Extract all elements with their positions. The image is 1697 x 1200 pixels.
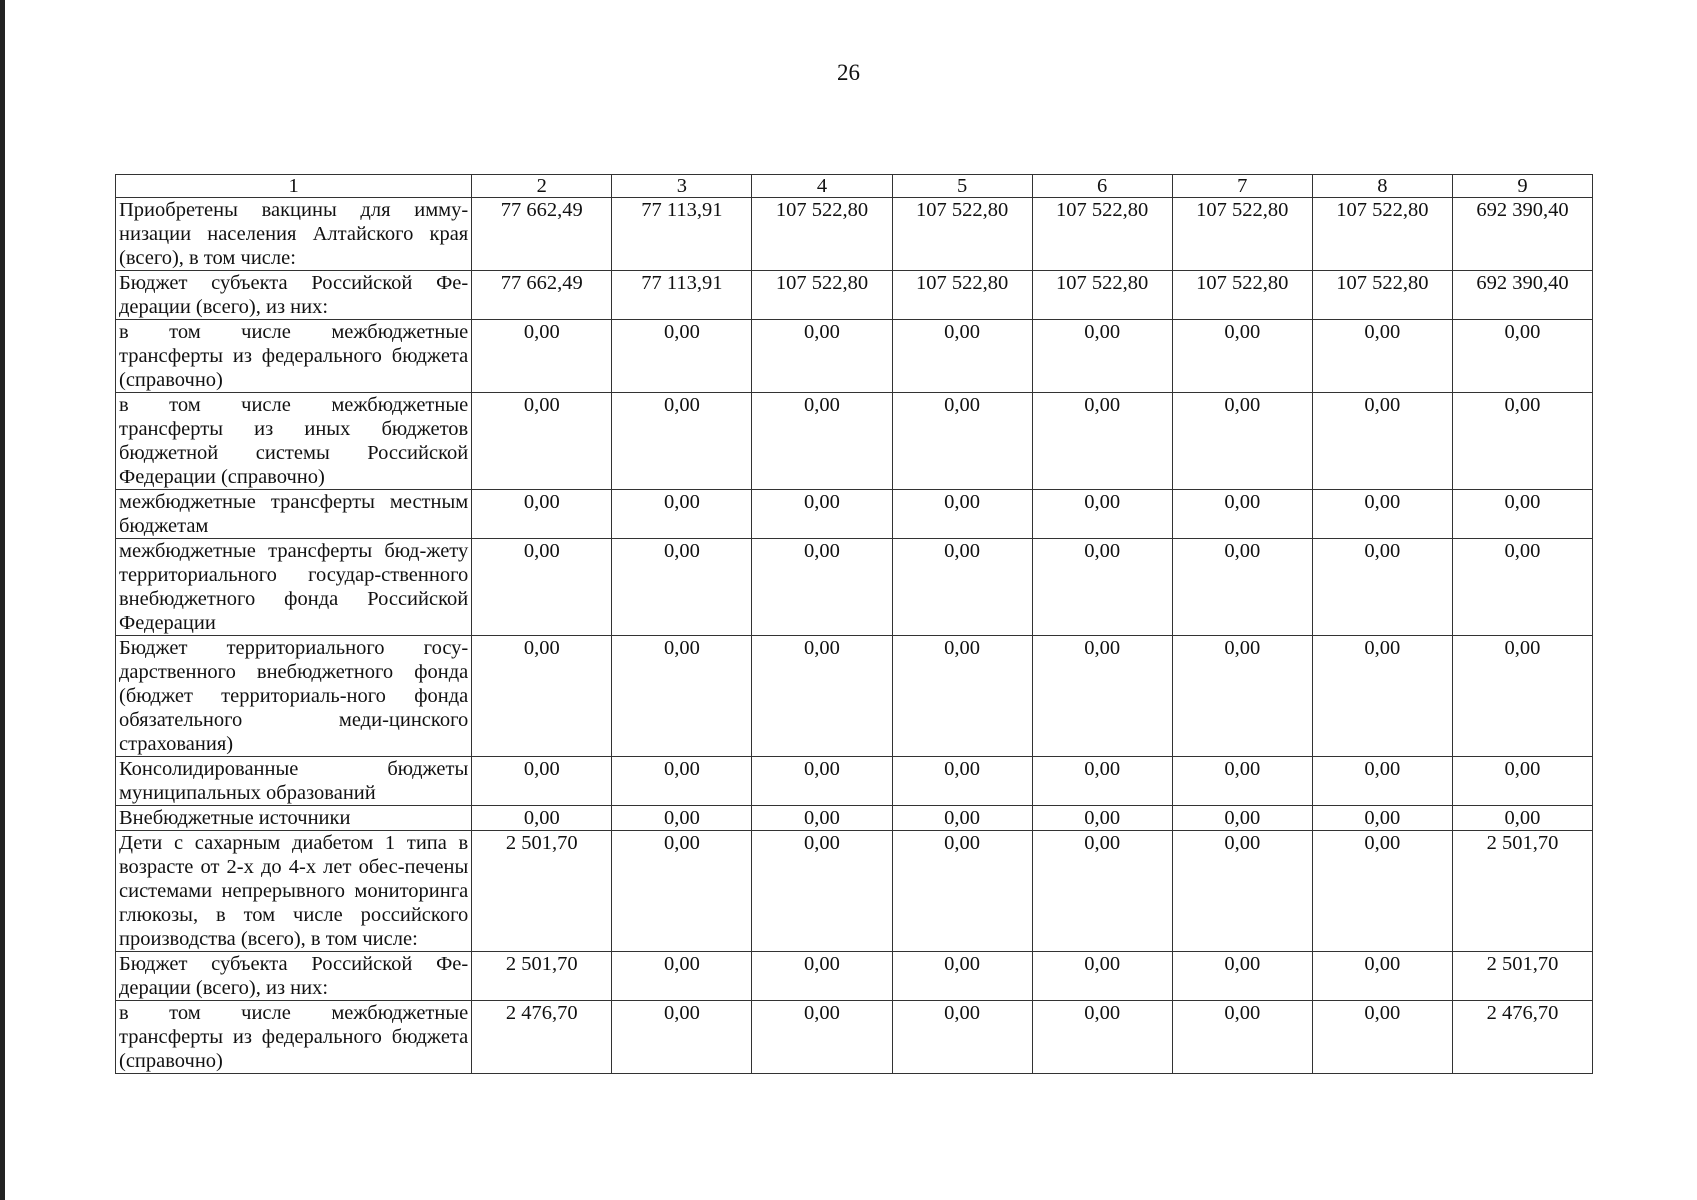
value-cell-col-2: 77 662,49 [472,271,612,320]
value-cell-col-8: 0,00 [1312,806,1452,831]
table-row [116,393,1593,490]
value-cell-col-9: 0,00 [1452,490,1592,539]
value-cell-col-3: 0,00 [612,831,752,952]
table-row [116,198,1593,271]
value-cell-col-8: 107 522,80 [1312,198,1452,271]
column-header-8: 8 [1312,175,1452,198]
value-cell-col-8: 0,00 [1312,831,1452,952]
value-cell-col-6: 0,00 [1032,636,1172,757]
table-row [116,539,1593,636]
value-cell-col-7: 0,00 [1172,490,1312,539]
value-cell-col-2: 0,00 [472,320,612,393]
row-label: межбюджетные трансферты местным бюджетам [116,490,472,539]
value-cell-col-4: 0,00 [752,1001,892,1074]
value-cell-col-7: 107 522,80 [1172,271,1312,320]
value-cell-col-9: 0,00 [1452,636,1592,757]
row-label: Бюджет территориального госу-дарственного внебюджетного фонда (бюджет территориаль-ного фонда обязательного меди-цинского страхования) [116,636,472,757]
value-cell-col-7: 0,00 [1172,757,1312,806]
column-header-6: 6 [1032,175,1172,198]
table-row [116,636,1593,757]
scan-edge-shadow [0,0,5,1200]
value-cell-col-6: 0,00 [1032,490,1172,539]
value-cell-col-9: 692 390,40 [1452,198,1592,271]
value-cell-col-3: 0,00 [612,952,752,1001]
value-cell-col-9: 2 476,70 [1452,1001,1592,1074]
value-cell-col-4: 0,00 [752,490,892,539]
value-cell-col-9: 0,00 [1452,539,1592,636]
value-cell-col-2: 77 662,49 [472,198,612,271]
row-label: Бюджет субъекта Российской Фе-дерации (всего), из них: [116,952,472,1001]
column-header-9: 9 [1452,175,1592,198]
value-cell-col-5: 0,00 [892,1001,1032,1074]
table-row [116,757,1593,806]
value-cell-col-6: 0,00 [1032,831,1172,952]
value-cell-col-8: 0,00 [1312,1001,1452,1074]
value-cell-col-9: 2 501,70 [1452,952,1592,1001]
row-label: Дети с сахарным диабетом 1 типа в возрасте от 2-х до 4-х лет обес-печены системами непрерывного мониторинга глюкозы, в том числе российского производства (всего), в том числе: [116,831,472,952]
value-cell-col-3: 0,00 [612,539,752,636]
row-label: в том числе межбюджетные трансферты из федерального бюджета (справочно) [116,320,472,393]
row-label: Внебюджетные источники [116,806,472,831]
value-cell-col-3: 77 113,91 [612,271,752,320]
value-cell-col-3: 0,00 [612,490,752,539]
value-cell-col-3: 0,00 [612,393,752,490]
value-cell-col-2: 2 501,70 [472,831,612,952]
column-header-5: 5 [892,175,1032,198]
value-cell-col-3: 0,00 [612,757,752,806]
table-row [116,490,1593,539]
table-row [116,271,1593,320]
value-cell-col-8: 0,00 [1312,757,1452,806]
value-cell-col-5: 0,00 [892,320,1032,393]
value-cell-col-3: 0,00 [612,636,752,757]
table-body [116,198,1593,1074]
column-header-1: 1 [116,175,472,198]
budget-table [115,174,1593,1074]
value-cell-col-8: 107 522,80 [1312,271,1452,320]
row-label: межбюджетные трансферты бюд-жету территориального государ-ственного внебюджетного фонда Российской Федерации [116,539,472,636]
value-cell-col-8: 0,00 [1312,490,1452,539]
value-cell-col-6: 107 522,80 [1032,198,1172,271]
value-cell-col-6: 0,00 [1032,757,1172,806]
value-cell-col-7: 0,00 [1172,320,1312,393]
value-cell-col-5: 0,00 [892,539,1032,636]
value-cell-col-7: 0,00 [1172,636,1312,757]
row-label: Консолидированные бюджеты муниципальных образований [116,757,472,806]
value-cell-col-8: 0,00 [1312,320,1452,393]
value-cell-col-5: 0,00 [892,490,1032,539]
value-cell-col-8: 0,00 [1312,539,1452,636]
value-cell-col-4: 107 522,80 [752,271,892,320]
value-cell-col-9: 0,00 [1452,757,1592,806]
value-cell-col-8: 0,00 [1312,393,1452,490]
value-cell-col-4: 0,00 [752,831,892,952]
value-cell-col-5: 0,00 [892,831,1032,952]
value-cell-col-4: 0,00 [752,806,892,831]
value-cell-col-2: 2 501,70 [472,952,612,1001]
value-cell-col-3: 0,00 [612,320,752,393]
value-cell-col-6: 0,00 [1032,539,1172,636]
value-cell-col-9: 0,00 [1452,393,1592,490]
table-row [116,1001,1593,1074]
value-cell-col-3: 77 113,91 [612,198,752,271]
value-cell-col-4: 0,00 [752,393,892,490]
value-cell-col-6: 0,00 [1032,806,1172,831]
value-cell-col-8: 0,00 [1312,636,1452,757]
value-cell-col-4: 0,00 [752,952,892,1001]
value-cell-col-2: 0,00 [472,393,612,490]
value-cell-col-6: 0,00 [1032,952,1172,1001]
value-cell-col-9: 2 501,70 [1452,831,1592,952]
value-cell-col-7: 107 522,80 [1172,198,1312,271]
value-cell-col-4: 0,00 [752,539,892,636]
value-cell-col-7: 0,00 [1172,952,1312,1001]
header-row [116,175,1593,198]
table-row [116,320,1593,393]
value-cell-col-5: 107 522,80 [892,198,1032,271]
table-row [116,831,1593,952]
column-header-7: 7 [1172,175,1312,198]
row-label: Бюджет субъекта Российской Фе-дерации (всего), из них: [116,271,472,320]
value-cell-col-4: 0,00 [752,320,892,393]
value-cell-col-7: 0,00 [1172,393,1312,490]
row-label: Приобретены вакцины для имму-низации населения Алтайского края (всего), в том числе: [116,198,472,271]
value-cell-col-5: 0,00 [892,393,1032,490]
value-cell-col-5: 0,00 [892,952,1032,1001]
value-cell-col-5: 0,00 [892,806,1032,831]
value-cell-col-7: 0,00 [1172,806,1312,831]
value-cell-col-2: 0,00 [472,490,612,539]
value-cell-col-2: 0,00 [472,539,612,636]
value-cell-col-3: 0,00 [612,806,752,831]
value-cell-col-5: 0,00 [892,757,1032,806]
value-cell-col-6: 0,00 [1032,320,1172,393]
value-cell-col-9: 0,00 [1452,806,1592,831]
value-cell-col-7: 0,00 [1172,539,1312,636]
page-number: 26 [837,60,860,85]
value-cell-col-2: 0,00 [472,806,612,831]
value-cell-col-4: 0,00 [752,757,892,806]
value-cell-col-2: 0,00 [472,757,612,806]
column-header-4: 4 [752,175,892,198]
row-label: в том числе межбюджетные трансферты из иных бюджетов бюджетной системы Российской Федерации (справочно) [116,393,472,490]
value-cell-col-8: 0,00 [1312,952,1452,1001]
value-cell-col-2: 0,00 [472,636,612,757]
column-header-2: 2 [472,175,612,198]
value-cell-col-9: 0,00 [1452,320,1592,393]
column-header-3: 3 [612,175,752,198]
value-cell-col-5: 0,00 [892,636,1032,757]
table-row [116,806,1593,831]
value-cell-col-6: 107 522,80 [1032,271,1172,320]
value-cell-col-3: 0,00 [612,1001,752,1074]
table-row [116,952,1593,1001]
value-cell-col-4: 107 522,80 [752,198,892,271]
value-cell-col-5: 107 522,80 [892,271,1032,320]
value-cell-col-6: 0,00 [1032,393,1172,490]
value-cell-col-4: 0,00 [752,636,892,757]
value-cell-col-9: 692 390,40 [1452,271,1592,320]
value-cell-col-7: 0,00 [1172,1001,1312,1074]
value-cell-col-2: 2 476,70 [472,1001,612,1074]
value-cell-col-7: 0,00 [1172,831,1312,952]
value-cell-col-6: 0,00 [1032,1001,1172,1074]
row-label: в том числе межбюджетные трансферты из федерального бюджета (справочно) [116,1001,472,1074]
